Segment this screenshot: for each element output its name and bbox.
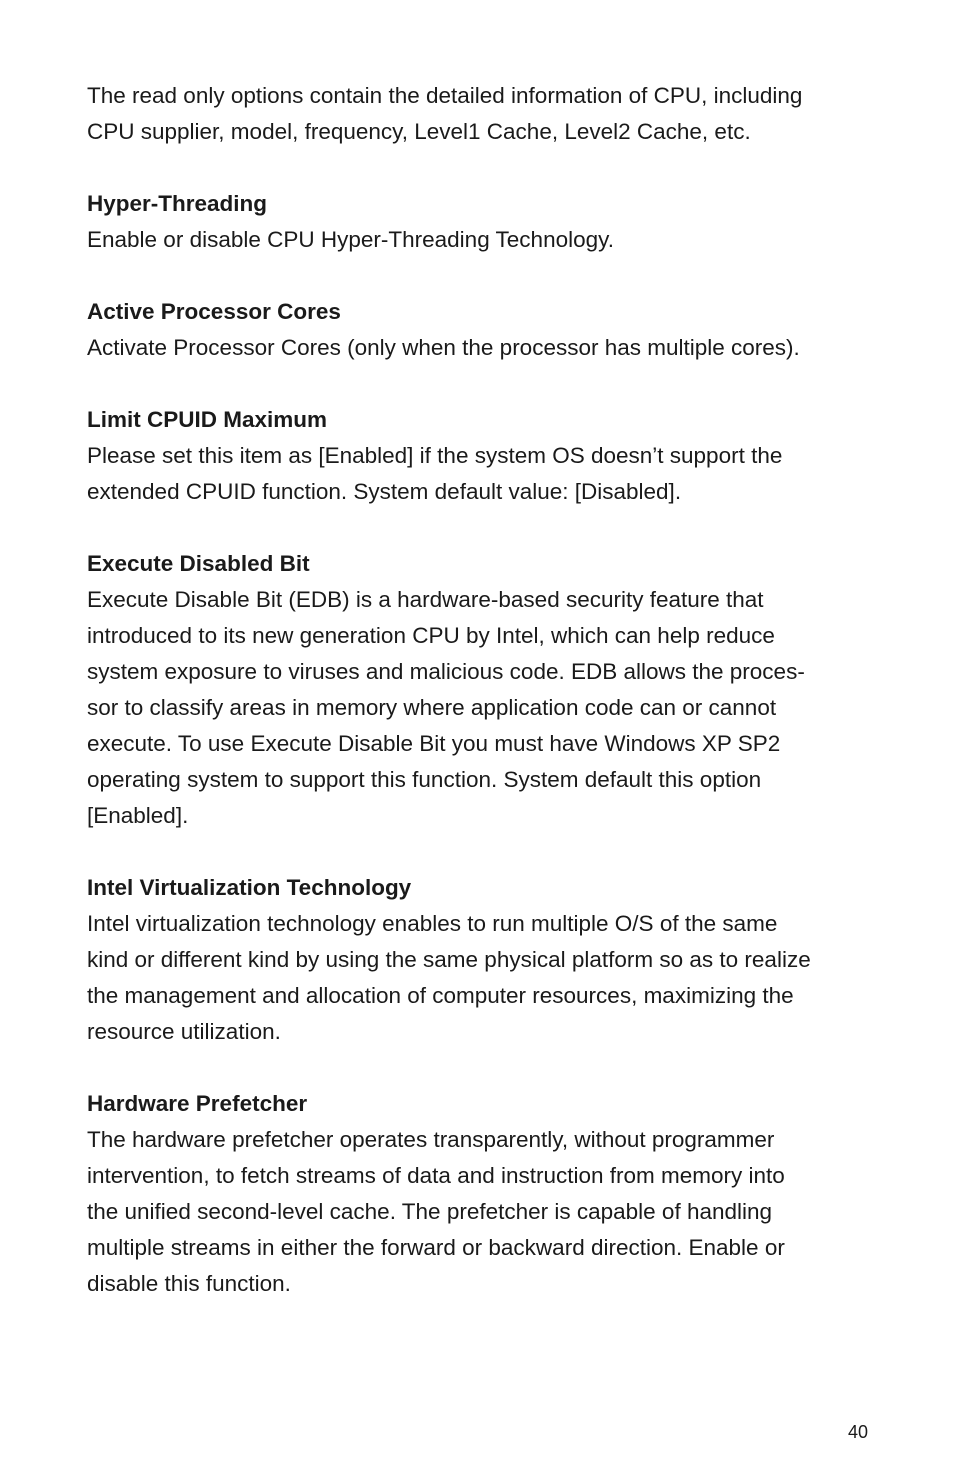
section-heading: Hardware Prefetcher	[87, 1091, 308, 1116]
section-heading: Limit CPUID Maximum	[87, 407, 328, 432]
section-heading: Hyper-Threading	[87, 191, 268, 216]
section-body: The hardware prefetcher operates transparently, without programmer intervention, to fetch streams of data and instruction from memory into the unified second-level cache. The prefetcher is capable of handling multiple streams in either the forward or backward direction. Enable or disable this function.	[87, 1127, 785, 1296]
section-body: Please set this item as [Enabled] if the system OS doesn’t support the extended CPUID function. System default value: [Disabled].	[87, 443, 783, 504]
section-body: Enable or disable CPU Hyper-Threading Technology.	[87, 227, 614, 252]
section-body: Intel virtualization technology enables to run multiple O/S of the same kind or different kind by using the same physical platform so as to realize the management and allocation of computer resources, maximizing the resource utilization.	[87, 911, 811, 1044]
page-content	[87, 78, 877, 1302]
section-active-processor-cores	[87, 294, 877, 366]
page-number: 40	[847, 1422, 868, 1442]
section-heading: Active Processor Cores	[87, 299, 341, 324]
section-intel-virtualization-technology	[87, 870, 877, 1050]
section-hardware-prefetcher	[87, 1086, 877, 1302]
section-limit-cpuid-maximum	[87, 402, 877, 510]
section-hyper-threading	[87, 186, 877, 258]
section-heading: Execute Disabled Bit	[87, 551, 310, 576]
intro-paragraph: The read only options contain the detailed information of CPU, including CPU supplier, model, frequency, Level1 Cache, Level2 Cache, etc.	[87, 83, 803, 144]
section-body: Activate Processor Cores (only when the processor has multiple cores).	[87, 335, 800, 360]
section-body: Execute Disable Bit (EDB) is a hardware-based security feature that introduced to its new generation CPU by Intel, which can help reduce system exposure to viruses and malicious code. EDB allows the proces- sor to classify areas in memory where application code can or cannot execute. To use Execute Disable Bit you must have Windows XP SP2 operating system to support this function. System default this option [Enabled].	[87, 587, 805, 828]
section-heading: Intel Virtualization Technology	[87, 875, 412, 900]
section-execute-disabled-bit	[87, 546, 877, 834]
